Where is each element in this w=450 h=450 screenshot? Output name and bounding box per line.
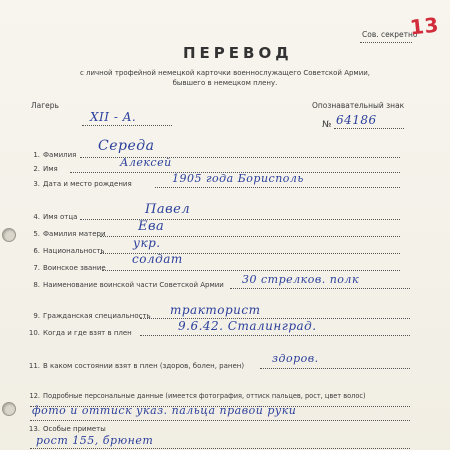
id-mark-prefix: № xyxy=(322,120,332,130)
field-condition-rule xyxy=(260,368,410,369)
field-surname-value: Середа xyxy=(98,138,155,154)
field-marks-value: рост 155, брюнет xyxy=(36,434,154,447)
field-condition-value: здоров. xyxy=(272,352,319,365)
subtitle-line-1: с личной трофейной немецкой карточки военнослужащего Советской Армии, xyxy=(79,69,371,77)
field-capture-rule xyxy=(140,335,410,336)
field-capture-label: 10. Когда и где взят в плен xyxy=(28,329,132,337)
id-mark-rule xyxy=(334,128,404,129)
field-marks-label: 13. Особые приметы xyxy=(28,425,106,433)
secret-number-stamp: 13 xyxy=(408,12,441,40)
classification-label: Сов. секретно xyxy=(362,30,418,39)
field-unit-value: 30 стрелков. полк xyxy=(242,273,360,286)
field-birth-value: 1905 года Борисполь xyxy=(172,172,304,185)
field-nationality-label: 6. Национальность xyxy=(33,247,105,255)
camp-value: XII - A. xyxy=(90,110,137,124)
field-father-rule xyxy=(80,219,400,220)
field-nationality-value: укр. xyxy=(133,236,161,250)
field-rank-value: солдат xyxy=(132,252,183,266)
field-rank-rule xyxy=(102,270,400,271)
field-name-label: 2. Имя xyxy=(33,165,58,173)
camp-rule xyxy=(82,125,172,126)
field-mother-label: 5. Фамилия матери xyxy=(33,230,106,238)
field-father-label: 4. Имя отца xyxy=(33,213,78,221)
field-birth-label: 3. Дата и место рождения xyxy=(33,180,132,188)
field-birth-rule xyxy=(155,187,400,188)
binder-hole xyxy=(2,228,16,242)
field-unit-label: 8. Наименование воинской части Советской Армии xyxy=(33,281,224,289)
field-personal-value: фото и оттиск указ. пальца правой руки xyxy=(32,404,297,417)
field-surname-label: 1. Фамилия xyxy=(33,151,77,159)
id-mark-label: Опознавательный знак xyxy=(312,101,405,110)
field-capture-value: 9.6.42. Сталинград. xyxy=(178,319,317,333)
field-profession-value: тракторист xyxy=(170,303,261,317)
field-rank-label: 7. Воинское звание xyxy=(33,264,106,272)
binder-hole xyxy=(2,402,16,416)
field-personal-label: 12. Подробные персональные данные (имеется фотография, оттиск пальцев, рост, цвет волос) xyxy=(29,392,366,400)
classification-underline xyxy=(360,42,412,43)
field-marks-rule xyxy=(30,448,410,449)
field-father-value: Павел xyxy=(145,202,191,217)
page-title: ПЕРЕВОД xyxy=(183,44,293,62)
field-condition-label: 11. В каком состоянии взят в плен (здоров, болен, ранен) xyxy=(28,362,245,370)
field-name-value: Алексей xyxy=(120,156,172,169)
field-mother-value: Ева xyxy=(138,219,165,234)
subtitle-line-2: бывшего в немецком плену. xyxy=(172,79,278,87)
id-mark-value: 64186 xyxy=(336,113,377,127)
field-personal-rule-2 xyxy=(30,420,410,421)
camp-label: Лагерь xyxy=(31,101,59,110)
field-unit-rule xyxy=(230,288,410,289)
field-profession-label: 9. Гражданская специальность xyxy=(33,312,151,320)
